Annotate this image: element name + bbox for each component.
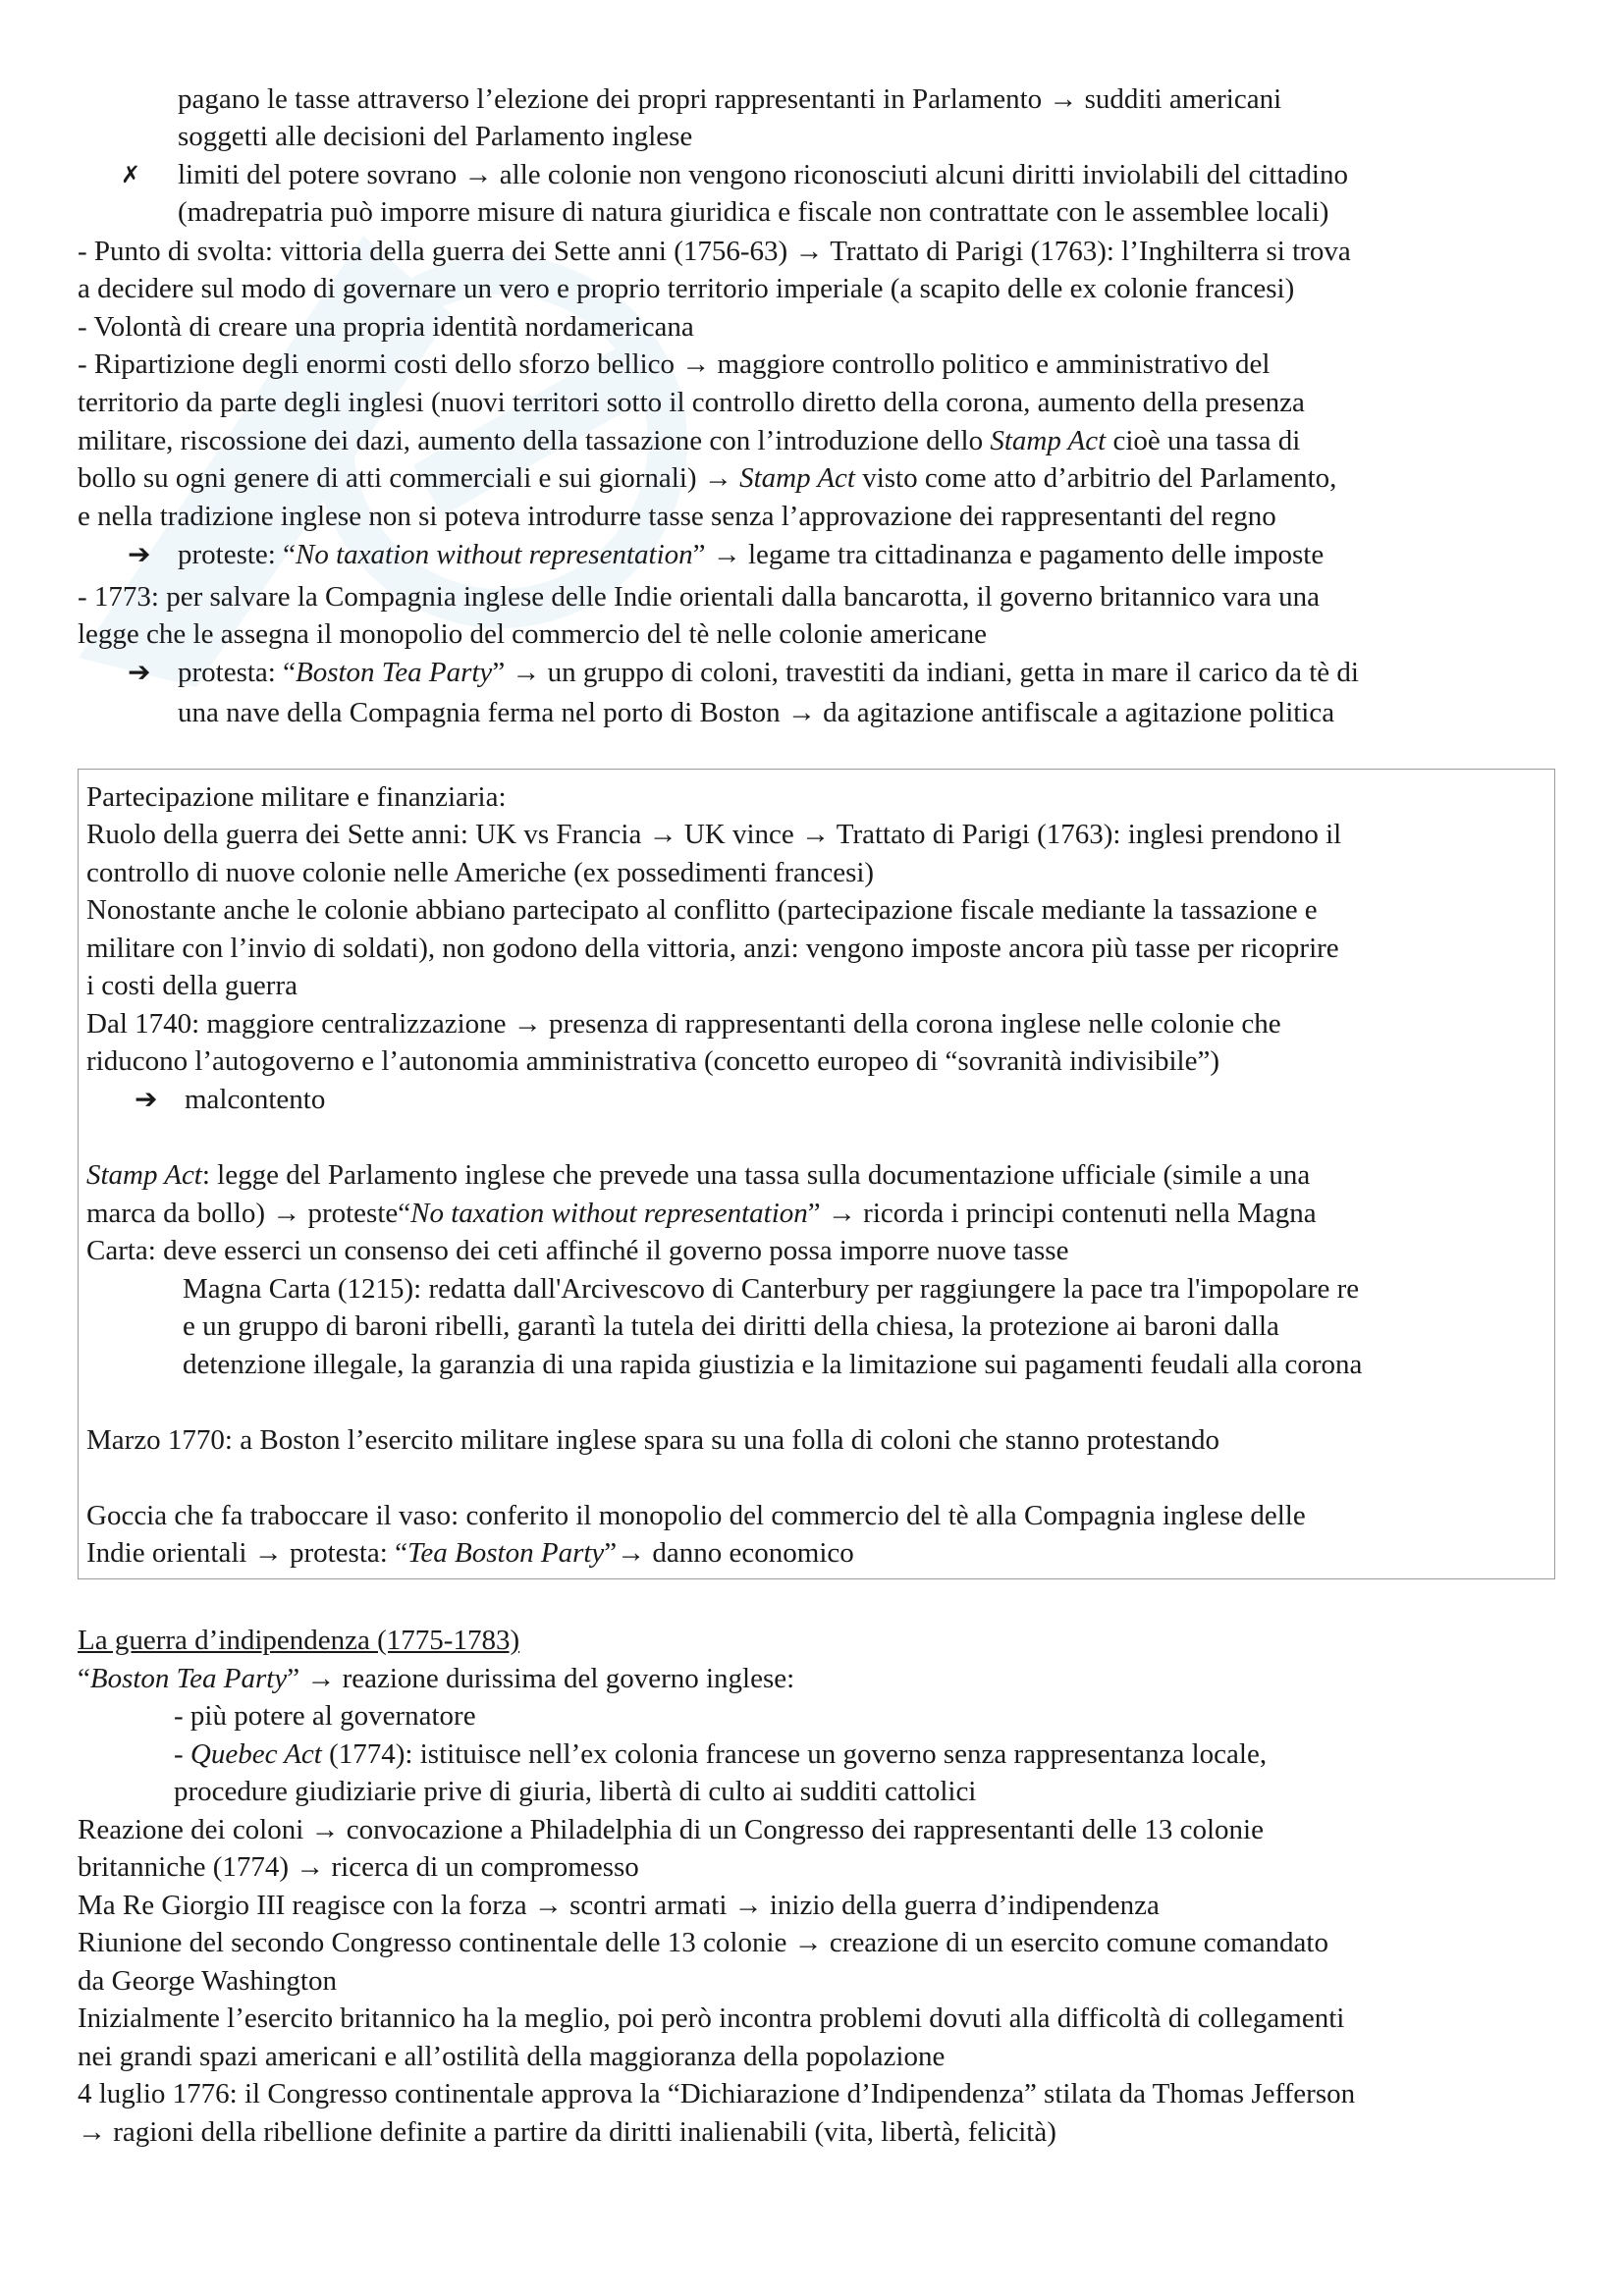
text-line: (madrepatria può imporre misure di natura giuridica e fiscale non contrattate con le assemblee locali) [178,196,1329,228]
text-line: - Quebec Act (1774): istituisce nell’ex colonia francese un governo senza rappresentanza locale, [174,1738,1268,1770]
text-line: Ruolo della guerra dei Sette anni: UK vs Francia → UK vince → Trattato di Parigi (1763): inglesi prendono il [86,819,1342,850]
text-line: da George Washington [78,1965,337,1997]
text-line: → ragioni della ribellione definite a partire da diritti inalienabili (vita, libertà, felicità) [78,2116,1056,2148]
arrow-bullet-icon: ➔ [135,1083,158,1115]
text-line: - Volontà di creare una propria identità nordamericana [78,311,694,343]
text-line: - 1773: per salvare la Compagnia inglese delle Indie orientali dalla bancarotta, il governo britannico vara una [78,581,1321,613]
text-line: - Ripartizione degli enormi costi dello sforzo bellico → maggiore controllo politico e amministrativo del [78,348,1271,380]
text-line: territorio da parte degli inglesi (nuovi territori sotto il controllo diretto della corona, aumento della presenza [78,387,1305,418]
text-line: Stamp Act: legge del Parlamento inglese che prevede una tassa sulla documentazione ufficiale (simile a una [86,1159,1311,1191]
text-line: “Boston Tea Party” → reazione durissima del governo inglese: [78,1663,795,1694]
text-line: controllo di nuove colonie nelle Americhe (ex possedimenti francesi) [86,857,875,888]
text-line: marca da bollo) → proteste“No taxation without representation” → ricorda i principi contenuti nella Magna [86,1198,1317,1229]
text-line: Marzo 1770: a Boston l’esercito militare inglese spara su una folla di coloni che stanno protestando [86,1424,1220,1456]
text-line: procedure giudiziarie prive di giuria, libertà di culto ai sudditi cattolici [174,1776,977,1807]
text-line: Inizialmente l’esercito britannico ha la meglio, poi però incontra problemi dovuti alla difficoltà di collegamenti [78,2002,1345,2034]
section-title: La guerra d’indipendenza (1775-1783) [78,1625,520,1656]
text-line: Indie orientali → protesta: “Tea Boston Party”→ danno economico [86,1537,854,1569]
cross-mark-icon: ✗ [121,161,141,188]
text-line: proteste: “No taxation without representation” → legame tra cittadinanza e pagamento delle imposte [178,539,1325,570]
text-line: - Punto di svolta: vittoria della guerra dei Sette anni (1756-63) → Trattato di Parigi (1763): l’Inghilterra si trova [78,236,1351,267]
text-line: Dal 1740: maggiore centralizzazione → presenza di rappresentanti della corona inglese nelle colonie che [86,1008,1281,1040]
arrow-bullet-icon: ➔ [128,538,151,570]
text-line: riducono l’autogoverno e l’autonomia amministrativa (concetto europeo di “sovranità indivisibile”) [86,1045,1220,1077]
text-line: Riunione del secondo Congresso continentale delle 13 colonie → creazione di un esercito comune comandato [78,1927,1328,1958]
text-line: pagano le tasse attraverso l’elezione dei propri rappresentanti in Parlamento → sudditi americani [178,83,1282,115]
text-line: i costi della guerra [86,970,298,1001]
text-line: una nave della Compagnia ferma nel porto di Boston → da agitazione antifiscale a agitazione politica [178,697,1335,728]
text-line: - più potere al governatore [174,1700,476,1732]
text-line: e nella tradizione inglese non si poteva introdurre tasse senza l’approvazione dei rappresentanti del regno [78,501,1276,532]
text-line: Goccia che fa traboccare il vaso: conferito il monopolio del commercio del tè alla Compagnia inglese delle [86,1500,1306,1531]
text-line: detenzione illegale, la garanzia di una rapida giustizia e la limitazione sui pagamenti feudali alla corona [183,1349,1363,1380]
text-line: malcontento [185,1084,326,1115]
text-line: protesta: “Boston Tea Party” → un gruppo di coloni, travestiti da indiani, getta in mare il carico da tè di [178,657,1359,688]
text-line: Nonostante anche le colonie abbiano partecipato al conflitto (partecipazione fiscale mediante la tassazione e [86,894,1318,926]
text-line: militare, riscossione dei dazi, aumento della tassazione con l’introduzione dello Stamp Act cioè una tassa di [78,425,1301,456]
arrow-bullet-icon: ➔ [128,656,151,688]
text-line: bollo su ogni genere di atti commerciali e sui giornali) → Stamp Act visto come atto d’arbitrio del Parlamento, [78,462,1337,494]
text-line: nei grandi spazi americani e all’ostilità della maggioranza della popolazione [78,2041,946,2072]
text-line: Magna Carta (1215): redatta dall'Arcivescovo di Canterbury per raggiungere la pace tra l'impopolare re [183,1273,1360,1305]
text-line: Ma Re Giorgio III reagisce con la forza → scontri armati → inizio della guerra d’indipendenza [78,1890,1160,1921]
text-line: 4 luglio 1776: il Congresso continentale approva la “Dichiarazione d’Indipendenza” stilata da Thomas Jefferson [78,2078,1356,2109]
text-line: britanniche (1774) → ricerca di un compromesso [78,1851,639,1883]
text-line: limiti del potere sovrano → alle colonie non vengono riconosciuti alcuni diritti inviolabili del cittadino [178,159,1348,190]
text-line: soggetti alle decisioni del Parlamento inglese [178,121,693,152]
text-line: a decidere sul modo di governare un vero e proprio territorio imperiale (a scapito delle ex colonie francesi) [78,273,1295,304]
box-heading: Partecipazione militare e finanziaria: [86,781,507,813]
text-line: Carta: deve esserci un consenso dei ceti affinché il governo possa imporre nuove tasse [86,1235,1069,1266]
text-line: legge che le assegna il monopolio del commercio del tè nelle colonie americane [78,618,988,650]
text-line: e un gruppo di baroni ribelli, garantì la tutela dei diritti della chiesa, la protezione ai baroni dalla [183,1310,1279,1342]
text-line: militare con l’invio di soldati), non godono della vittoria, anzi: vengono imposte ancora più tasse per ricoprire [86,933,1339,964]
text-line: Reazione dei coloni → convocazione a Philadelphia di un Congresso dei rappresentanti delle 13 colonie [78,1814,1264,1845]
